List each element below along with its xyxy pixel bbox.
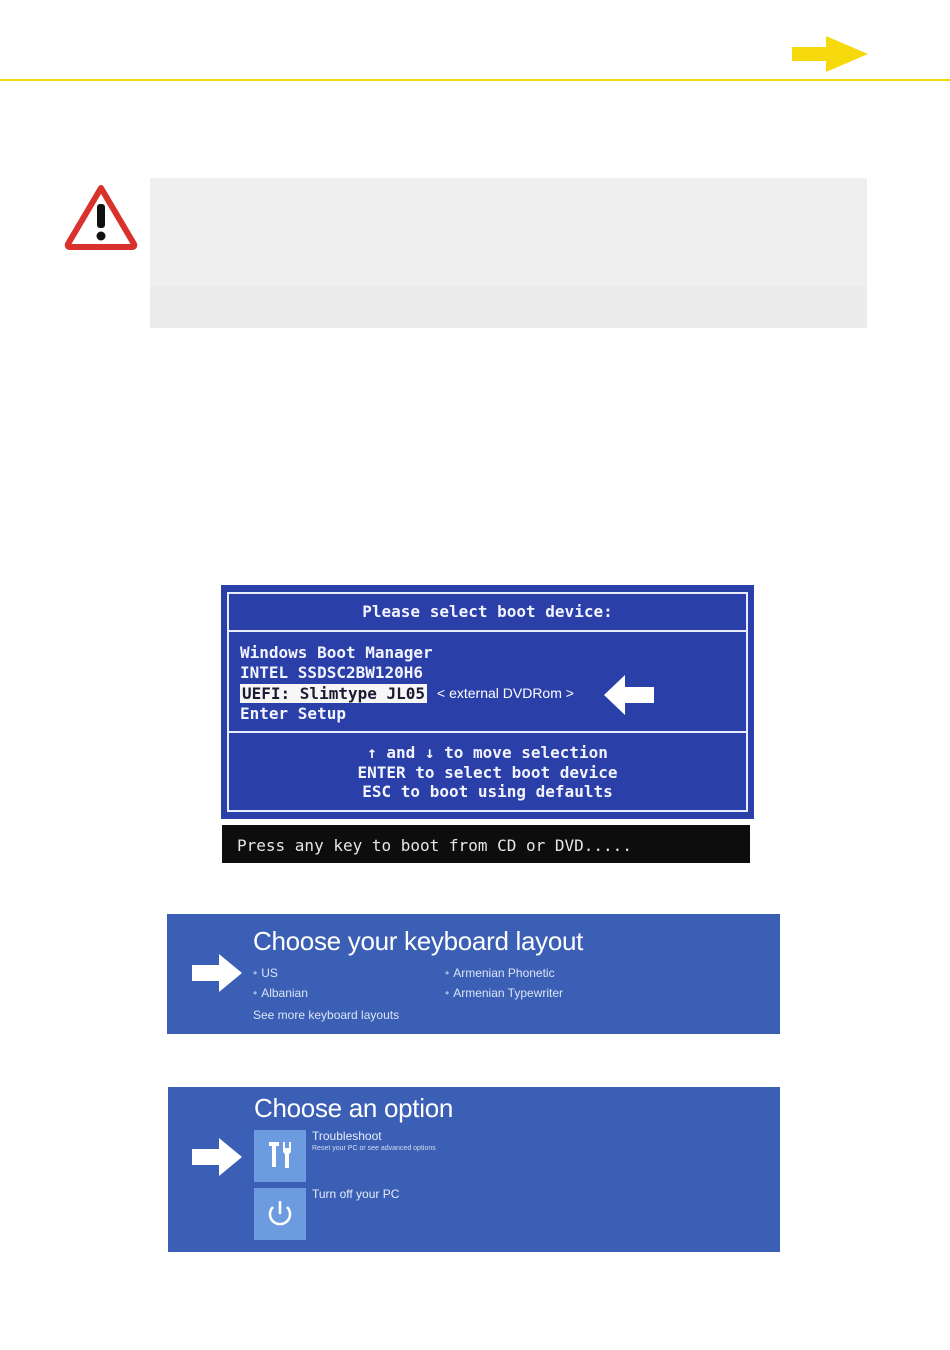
warning-triangle-icon: [64, 184, 138, 250]
turn-off-tile[interactable]: [254, 1188, 306, 1240]
right-arrow-icon[interactable]: [790, 34, 870, 74]
external-dvd-annotation: < external DVDRom >: [437, 685, 574, 701]
right-arrow-icon: [191, 1137, 243, 1177]
boot-item-intel-ssd[interactable]: INTEL SSDSC2BW120H6: [240, 663, 424, 682]
troubleshoot-description: Reset your PC or see advanced options: [312, 1145, 436, 1152]
turn-off-label[interactable]: Turn off your PC: [312, 1187, 400, 1201]
hint-esc: ESC to boot using defaults: [362, 782, 613, 801]
boot-menu-title: Please select boot device:: [362, 602, 613, 621]
layout-option-armenian-phonetic[interactable]: • Armenian Phonetic: [445, 966, 555, 980]
keyboard-layout-panel: [167, 914, 780, 1034]
boot-device-menu: [221, 585, 754, 819]
left-arrow-icon: [603, 674, 655, 716]
troubleshoot-label[interactable]: Troubleshoot: [312, 1129, 382, 1143]
layout-option-albanian[interactable]: • Albanian: [253, 986, 308, 1000]
see-more-layouts-link[interactable]: See more keyboard layouts: [253, 1008, 400, 1022]
right-arrow-icon: [191, 953, 243, 993]
boot-item-enter-setup[interactable]: Enter Setup: [240, 704, 346, 723]
tools-icon: [254, 1130, 306, 1182]
troubleshoot-tile[interactable]: [254, 1130, 306, 1182]
cd-boot-text: Press any key to boot from CD or DVD.....: [237, 836, 632, 855]
selected-boot-label: UEFI: Slimtype JL05: [242, 684, 426, 703]
layout-option-us[interactable]: • US: [253, 966, 278, 980]
choose-option-panel: [168, 1087, 780, 1252]
layout-option-armenian-typewriter[interactable]: • Armenian Typewriter: [445, 986, 564, 1000]
warning-box: [150, 178, 867, 328]
power-icon: [254, 1188, 306, 1240]
header-rule: [0, 79, 950, 81]
hint-move: ↑ and ↓ to move selection: [367, 743, 608, 762]
hint-enter: ENTER to select boot device: [357, 763, 618, 782]
boot-item-windows-boot-manager[interactable]: Windows Boot Manager: [240, 643, 433, 662]
keyboard-heading: Choose your keyboard layout: [253, 926, 584, 956]
boot-item-uefi-dvd[interactable]: [240, 684, 427, 703]
cd-boot-prompt: [222, 825, 750, 863]
option-heading: Choose an option: [254, 1093, 454, 1123]
